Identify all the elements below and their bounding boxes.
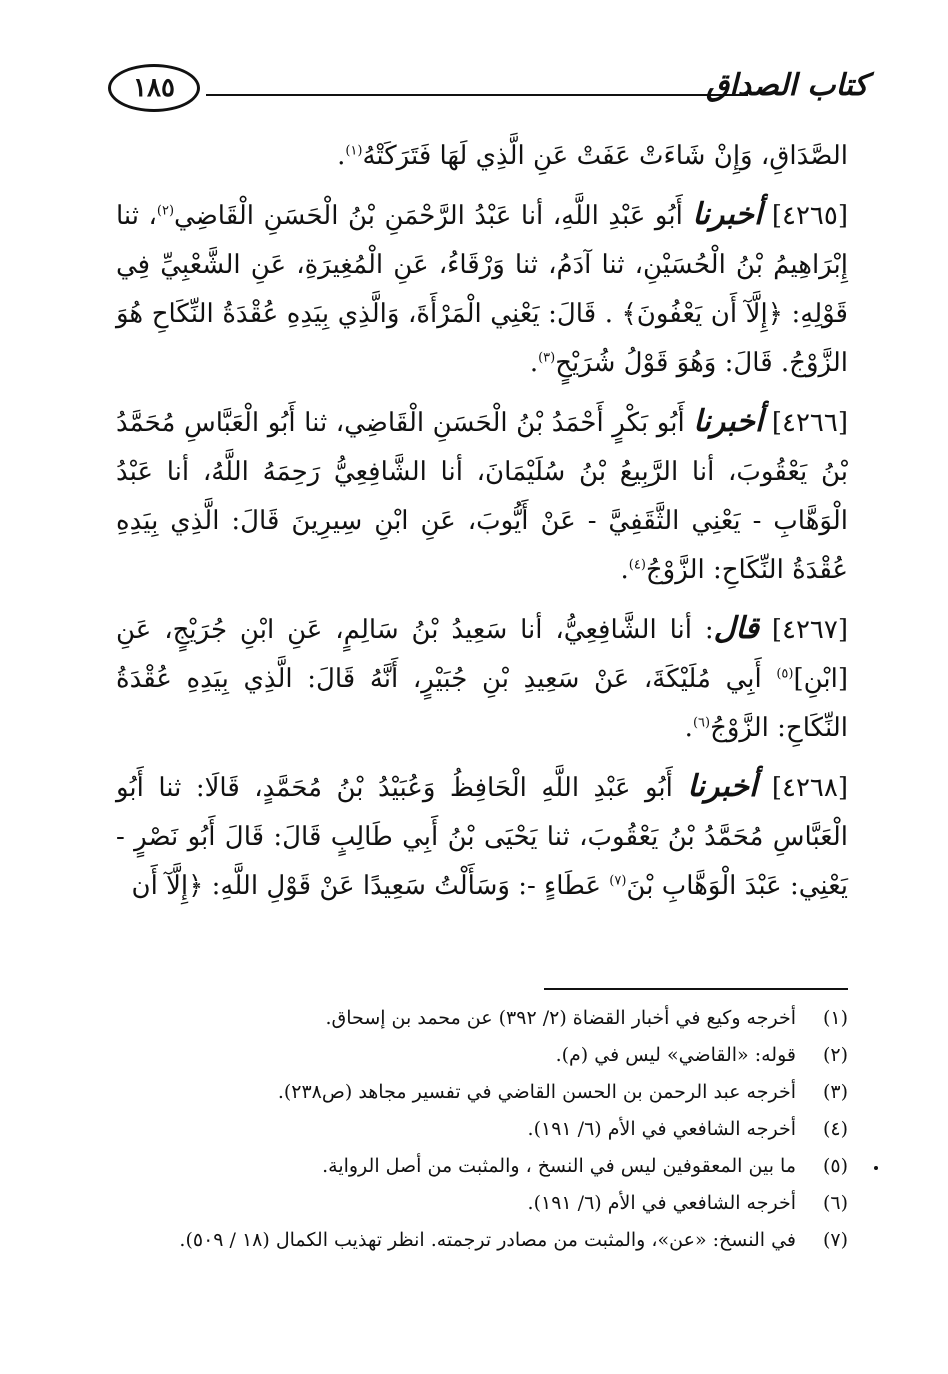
footnote-text: أخرجه الشافعي في الأم (٦/ ١٩١). xyxy=(527,1118,796,1140)
footnote-item xyxy=(60,1222,848,1259)
footnote-number: (٢) xyxy=(822,1044,848,1066)
footnote-ref: (٣) xyxy=(538,350,556,366)
paragraph-text: أَبُو بَكْرٍ أَحْمَدُ بْنُ الْحَسَنِ الْقَاضِي، ثنا أَبُو الْعَبَّاسِ مُحَمَّدُ بْنُ يَعْقُوبَ، أنا الرَّبِيعُ بْنُ سُلَيْمَانَ، أنا الشَّافِعِيُّ رَحِمَهُ اللَّهُ، أنا عَبْدُ الْوَهَّابِ - يَعْنِي الثَّقَفِيَّ - عَنْ أَيُّوبَ، عَنِ ابْنِ سِيرِينَ قَالَ: الَّذِي بِيَدِهِ عُقْدَةُ النِّكَاحِ: الزَّوْجُ xyxy=(116,408,848,585)
paragraph-continuation xyxy=(116,132,848,181)
footnote-number: (٥) xyxy=(822,1155,848,1177)
hadith-number: [٤٢٦٦] xyxy=(771,408,849,438)
paragraph-tail: . xyxy=(337,141,346,171)
footnote-text: في النسخ: «عن»، والمثبت من مصادر ترجمته. انظر تهذيب الكمال (١٨ / ٥٠٩). xyxy=(179,1229,796,1251)
footnote-number: (٦) xyxy=(822,1192,848,1214)
paragraph-text: الصَّدَاقِ، وَإِنْ شَاءَتْ عَفَتْ عَنِ الَّذِي لَهَا فَتَرَكَتْهُ xyxy=(362,141,848,171)
paragraph-tail: عَطَاءٍ -: وَسَأَلْتُ سَعِيدًا عَنْ قَوْلِ اللَّهِ: ﴿إِلَّآ أَن xyxy=(131,871,610,901)
footnote-ref: (٦) xyxy=(692,715,711,731)
footnote-item xyxy=(60,1111,848,1148)
hadith-4265 xyxy=(116,190,848,388)
footnote-item xyxy=(60,1074,848,1111)
hadith-number: [٤٢٦٨] xyxy=(771,773,849,803)
hadith-number: [٤٢٦٧] xyxy=(771,615,848,645)
footnote-item xyxy=(60,1148,848,1185)
hadith-4266 xyxy=(116,397,848,595)
hadith-keyword: قال xyxy=(713,611,759,646)
running-header xyxy=(108,64,868,120)
paragraph-text: أَبُو عَبْدِ اللَّهِ، أنا عَبْدُ الرَّحْمَنِ بْنُ الْحَسَنِ الْقَاضِي xyxy=(174,201,683,231)
footnote-ref: (٤) xyxy=(628,557,646,573)
hadith-4267 xyxy=(116,604,848,753)
footnote-ref: (١) xyxy=(345,143,363,159)
paragraph-tail: . xyxy=(620,555,629,585)
footnote-item xyxy=(60,1000,848,1037)
footnote-ref: (٢) xyxy=(156,203,175,219)
footnote-number: (٧) xyxy=(822,1229,848,1251)
footnote-text: ما بين المعقوفين ليس في النسخ ، والمثبت من أصل الرواية. xyxy=(322,1155,796,1177)
book-title: كتاب الصداق xyxy=(705,68,868,103)
main-text xyxy=(116,132,848,920)
paragraph-text: : أنا الشَّافِعِيُّ، أنا سَعِيدُ بْنُ سَالِمٍ، عَنِ ابْنِ جُرَيْجٍ، عَنِ [ابْنِ] xyxy=(116,615,848,694)
footnote-text: أخرجه عبد الرحمن بن الحسن القاضي في تفسير مجاهد (ص٢٣٨). xyxy=(277,1081,796,1103)
footnote-text: أخرجه وكيع في أخبار القضاة (٢/ ٣٩٢) عن محمد بن إسحاق. xyxy=(325,1007,796,1029)
footnote-item xyxy=(60,1185,848,1222)
footnote-text: أخرجه الشافعي في الأم (٦/ ١٩١). xyxy=(527,1192,796,1214)
footnote-ref: (٧) xyxy=(609,873,627,889)
paragraph-tail: أَبِي مُلَيْكَةَ، عَنْ سَعِيدِ بْنِ جُبَيْرٍ، أَنَّهُ قَالَ: الَّذِي بِيَدِهِ عُقْدَةُ النِّكَاحِ: الزَّوْجُ xyxy=(116,664,848,743)
paragraph-tail: . xyxy=(684,713,693,743)
page-number: ١٨٥ xyxy=(108,64,200,112)
footnote-number: (٣) xyxy=(822,1081,848,1103)
footnote-number: (١) xyxy=(822,1007,848,1029)
footnote-text: قوله: «القاضي» ليس في (م). xyxy=(555,1044,796,1066)
paragraph-text: أَبُو عَبْدِ اللَّهِ الْحَافِظُ وَعُبَيْدُ بْنُ مُحَمَّدٍ، قَالَا: ثنا أَبُو الْعَبَّاسِ مُحَمَّدُ بْنُ يَعْقُوبَ، ثنا يَحْيَى بْنُ أَبِي طَالِبٍ قَالَ: قَالَ أَبُو نَصْرٍ - يَعْنِي: عَبْدَ الْوَهَّابِ بْنَ xyxy=(116,773,848,901)
header-rule xyxy=(206,94,748,96)
footnote-number: (٤) xyxy=(822,1118,848,1140)
hadith-4268 xyxy=(116,762,848,911)
footnote-separator xyxy=(544,988,848,990)
hadith-number: [٤٢٦٥] xyxy=(771,201,848,231)
hadith-keyword: أخبرنا xyxy=(692,197,763,232)
footnotes xyxy=(60,1000,848,1259)
paragraph-tail: . xyxy=(529,348,539,378)
hadith-keyword: أخبرنا xyxy=(693,404,764,439)
footnote-ref: (٥) xyxy=(776,666,794,682)
scan-speck xyxy=(874,1166,878,1170)
footnote-item xyxy=(60,1037,848,1074)
hadith-keyword: أخبرنا xyxy=(687,769,758,804)
paragraph-tail: ، ثنا إِبْرَاهِيمُ بْنُ الْحُسَيْنِ، ثنا آدَمُ، ثنا وَرْقَاءُ، عَنِ الْمُغِيرَةِ، عَنِ الشَّعْبِيِّ فِي قَوْلِهِ: ﴿إِلَّآ أَن يَعْفُونَ﴾ . قَالَ: يَعْنِي الْمَرْأَةَ، وَالَّذِي بِيَدِهِ عُقْدَةُ النِّكَاحِ هُوَ الزَّوْجُ. قَالَ: وَهُوَ قَوْلُ شُرَيْحٍ xyxy=(116,201,848,378)
